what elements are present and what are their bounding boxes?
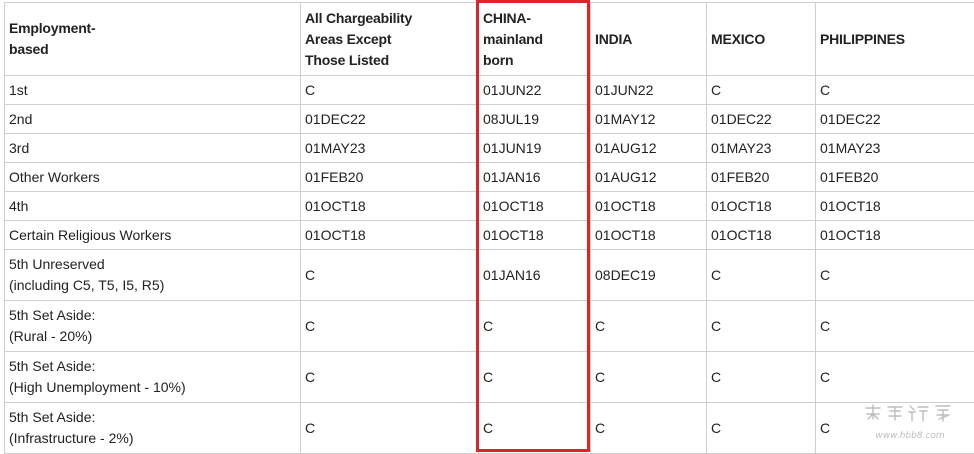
- cell-all-chargeability: C: [301, 250, 479, 301]
- cell-china: 01OCT18: [479, 192, 591, 221]
- cell-india: 01OCT18: [591, 221, 707, 250]
- row-label: [5, 105, 301, 134]
- cell-india: 01AUG12: [591, 163, 707, 192]
- row-label: [5, 403, 301, 454]
- cell-india: 01OCT18: [591, 192, 707, 221]
- cell-philippines: C: [816, 352, 974, 403]
- row-label-line: 1st: [9, 80, 296, 101]
- row-label-line: 2nd: [9, 109, 296, 130]
- cell-all-chargeability: 01FEB20: [301, 163, 479, 192]
- table-row: [5, 301, 974, 352]
- cell-all-chargeability: 01DEC22: [301, 105, 479, 134]
- cell-all-chargeability: 01OCT18: [301, 221, 479, 250]
- cell-china: C: [479, 403, 591, 454]
- header-line: based: [9, 39, 296, 60]
- cell-philippines: 01OCT18: [816, 192, 974, 221]
- table-row: [5, 134, 974, 163]
- header-line: MEXICO: [711, 29, 811, 50]
- cell-mexico: C: [707, 403, 816, 454]
- row-label: [5, 76, 301, 105]
- cell-all-chargeability: 01OCT18: [301, 192, 479, 221]
- cell-all-chargeability: C: [301, 352, 479, 403]
- svg-text:www.hbb8.com: www.hbb8.com: [875, 431, 945, 441]
- row-label: [5, 301, 301, 352]
- cell-india: C: [591, 352, 707, 403]
- cell-philippines: C: [816, 301, 974, 352]
- header-all-chargeability: [301, 3, 479, 76]
- header-china: [479, 3, 591, 76]
- cell-philippines: 01FEB20: [816, 163, 974, 192]
- row-label-line: 5th Set Aside:: [9, 407, 296, 428]
- row-label: [5, 192, 301, 221]
- cell-philippines: C: [816, 403, 974, 454]
- table-row: [5, 250, 974, 301]
- table-row: [5, 403, 974, 454]
- cell-mexico: 01MAY23: [707, 134, 816, 163]
- header-category: [5, 3, 301, 76]
- cell-china: 01JUN22: [479, 76, 591, 105]
- header-india: [591, 3, 707, 76]
- cell-mexico: 01DEC22: [707, 105, 816, 134]
- cell-india: 01JUN22: [591, 76, 707, 105]
- cell-mexico: 01FEB20: [707, 163, 816, 192]
- cell-all-chargeability: C: [301, 76, 479, 105]
- cell-mexico: C: [707, 301, 816, 352]
- cell-mexico: C: [707, 76, 816, 105]
- row-label-line: 4th: [9, 196, 296, 217]
- cell-china: C: [479, 352, 591, 403]
- cell-all-chargeability: C: [301, 301, 479, 352]
- cell-india: 08DEC19: [591, 250, 707, 301]
- cell-india: 01MAY12: [591, 105, 707, 134]
- row-label-line: 5th Set Aside:: [9, 356, 296, 377]
- cell-china: 01JAN16: [479, 163, 591, 192]
- header-line: All Chargeability: [305, 8, 474, 29]
- cell-china: 01OCT18: [479, 221, 591, 250]
- cell-china: 08JUL19: [479, 105, 591, 134]
- row-label-line: 5th Set Aside:: [9, 305, 296, 326]
- cell-mexico: C: [707, 352, 816, 403]
- table-row: [5, 105, 974, 134]
- row-label-line: 3rd: [9, 138, 296, 159]
- cell-india: 01AUG12: [591, 134, 707, 163]
- row-label: [5, 221, 301, 250]
- cell-mexico: C: [707, 250, 816, 301]
- row-label-line: (High Unemployment - 10%): [9, 377, 296, 398]
- cell-all-chargeability: C: [301, 403, 479, 454]
- cell-china: 01JUN19: [479, 134, 591, 163]
- header-line: mainland: [483, 29, 586, 50]
- cell-philippines: C: [816, 250, 974, 301]
- row-label-line: (including C5, T5, I5, R5): [9, 275, 296, 296]
- header-mexico: [707, 3, 816, 76]
- row-label-line: Other Workers: [9, 167, 296, 188]
- cell-philippines: 01MAY23: [816, 134, 974, 163]
- header-row: [5, 3, 974, 76]
- header-line: CHINA-: [483, 8, 586, 29]
- table-row: [5, 352, 974, 403]
- header-line: Areas Except: [305, 29, 474, 50]
- header-line: INDIA: [595, 29, 702, 50]
- cell-india: C: [591, 403, 707, 454]
- row-label-line: (Rural - 20%): [9, 326, 296, 347]
- row-label: [5, 352, 301, 403]
- table-row: [5, 221, 974, 250]
- header-line: PHILIPPINES: [820, 29, 970, 50]
- header-line: born: [483, 50, 586, 71]
- cell-china: 01JAN16: [479, 250, 591, 301]
- cell-india: C: [591, 301, 707, 352]
- header-line: Employment-: [9, 18, 296, 39]
- table-row: [5, 76, 974, 105]
- cell-mexico: 01OCT18: [707, 221, 816, 250]
- row-label: [5, 134, 301, 163]
- row-label: [5, 250, 301, 301]
- cell-philippines: 01DEC22: [816, 105, 974, 134]
- row-label-line: (Infrastructure - 2%): [9, 428, 296, 449]
- row-label: [5, 163, 301, 192]
- cell-mexico: 01OCT18: [707, 192, 816, 221]
- visa-bulletin-table: [4, 2, 974, 454]
- header-philippines: [816, 3, 974, 76]
- cell-all-chargeability: 01MAY23: [301, 134, 479, 163]
- row-label-line: 5th Unreserved: [9, 254, 296, 275]
- cell-philippines: 01OCT18: [816, 221, 974, 250]
- cell-china: C: [479, 301, 591, 352]
- table-row: [5, 163, 974, 192]
- header-line: Those Listed: [305, 50, 474, 71]
- table-row: [5, 192, 974, 221]
- cell-philippines: C: [816, 76, 974, 105]
- row-label-line: Certain Religious Workers: [9, 225, 296, 246]
